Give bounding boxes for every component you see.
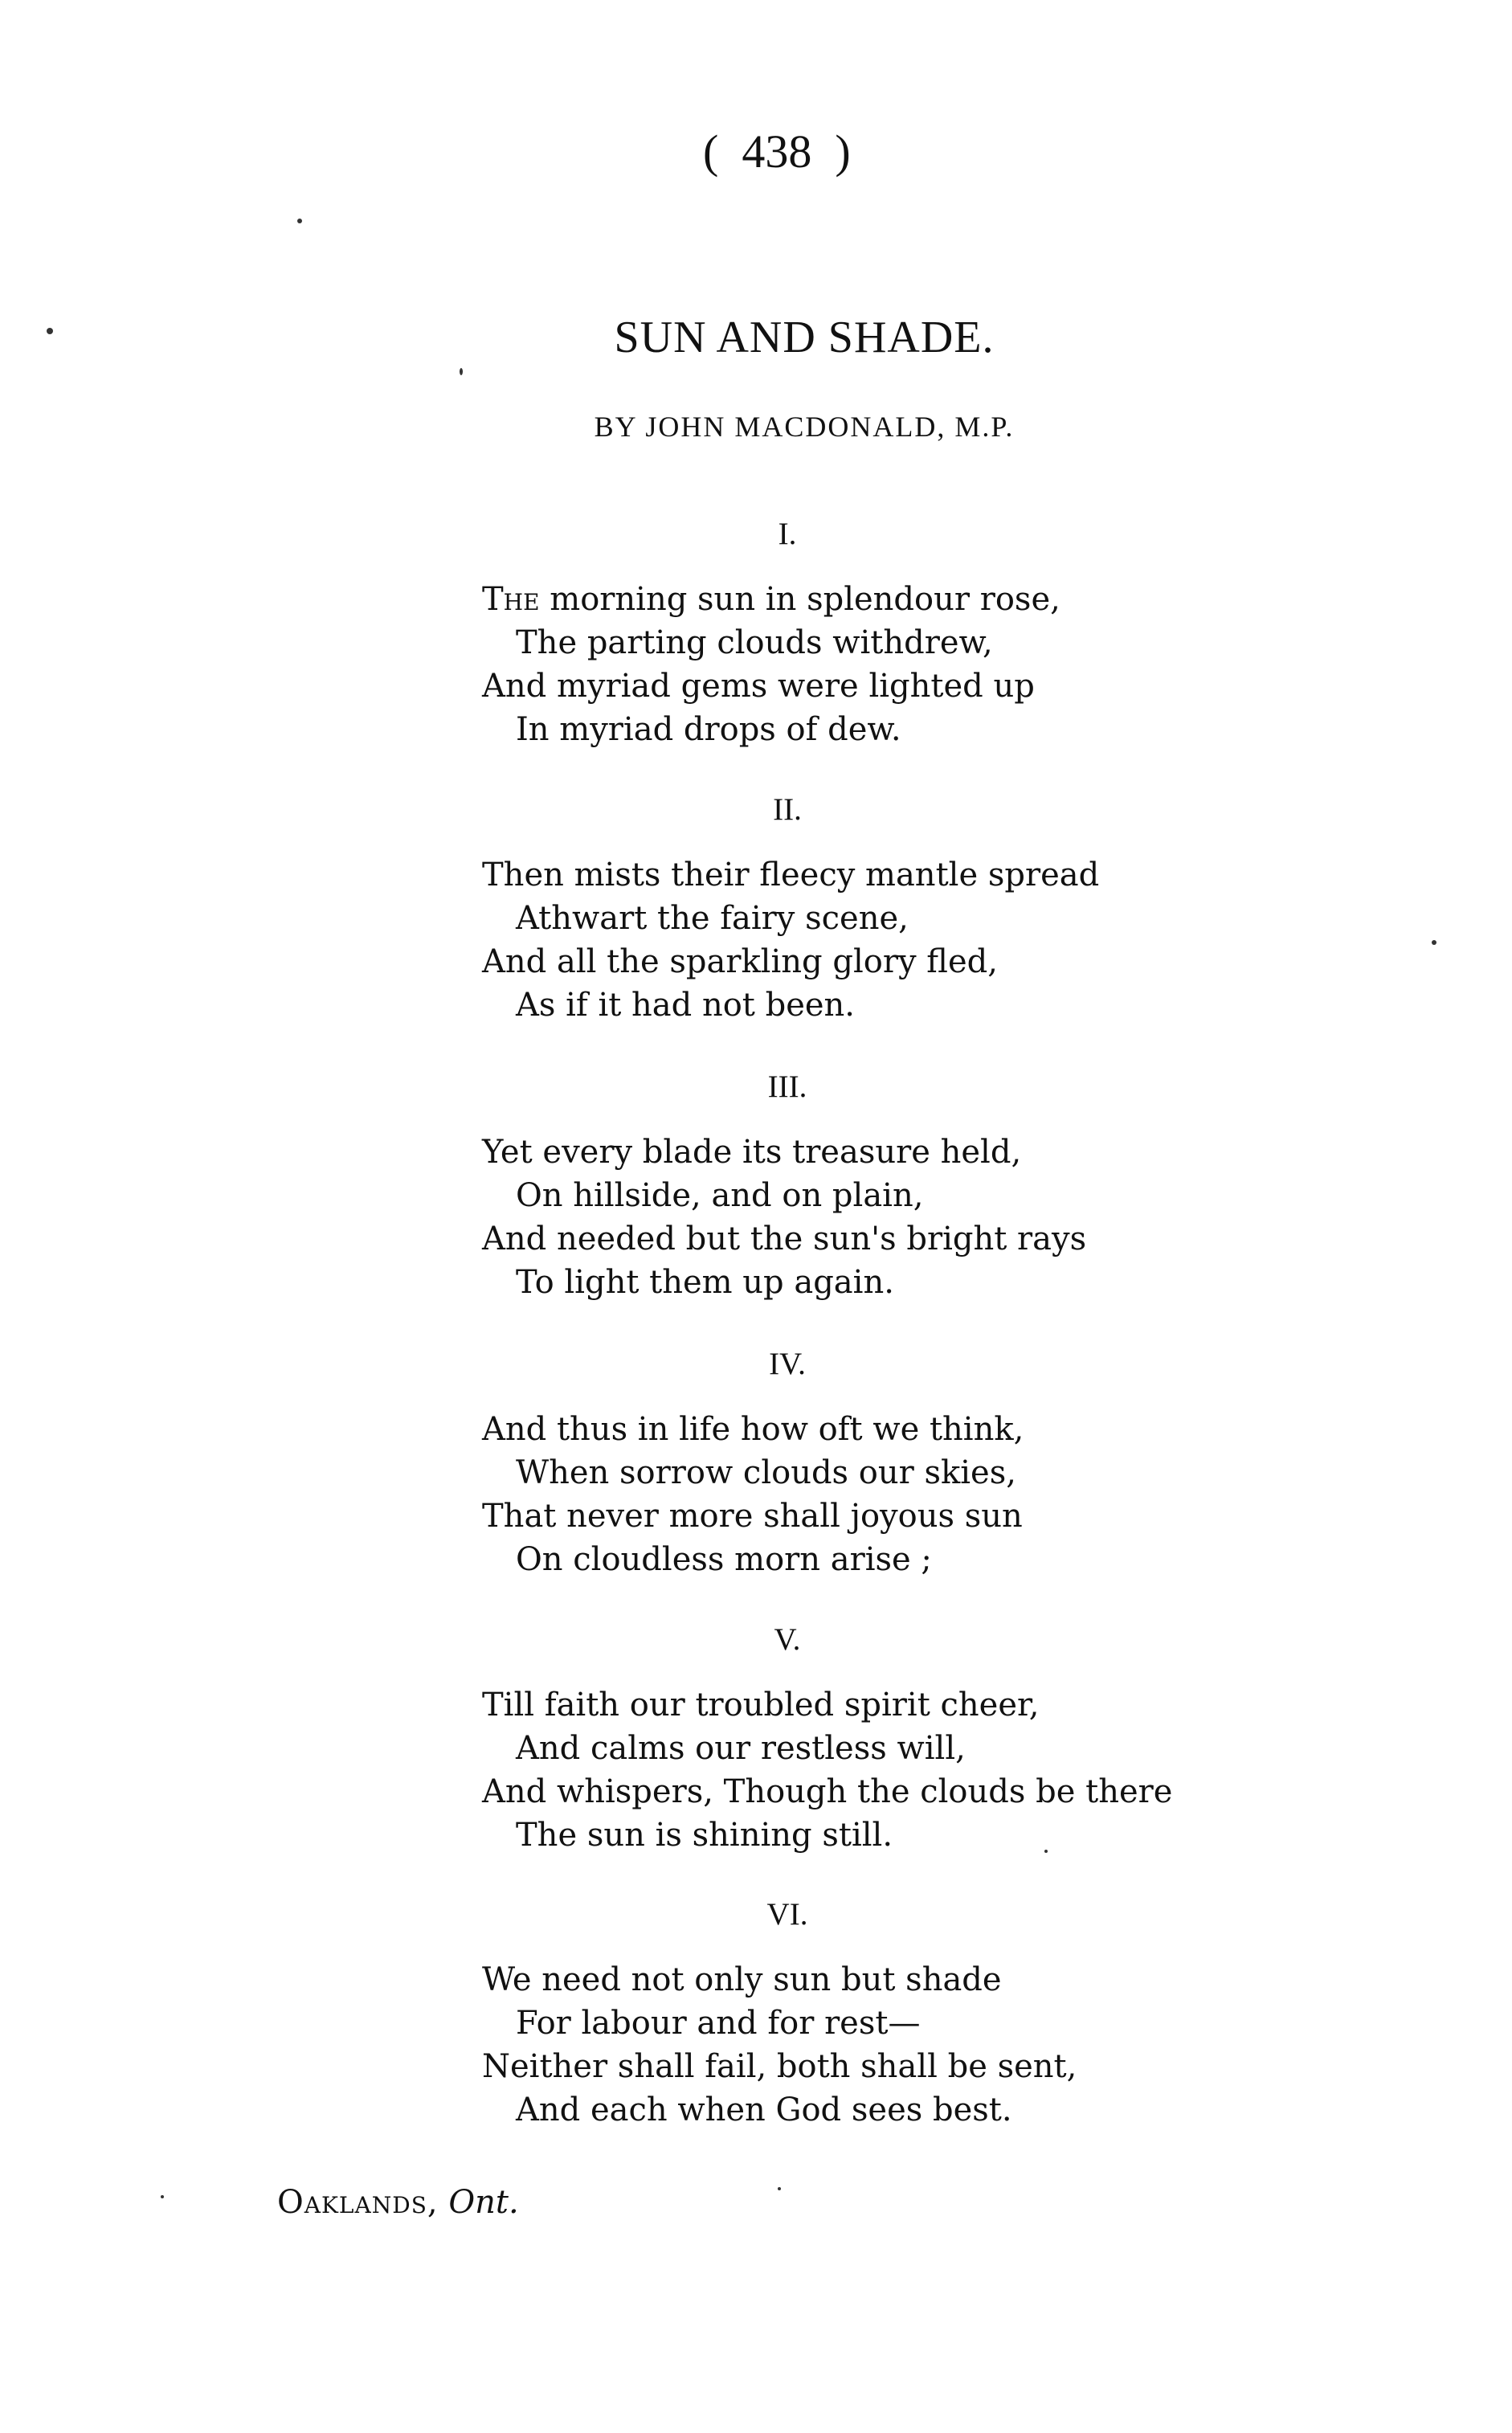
verse-line: That never more shall joyous sun — [482, 1498, 1023, 1535]
verse-line: In myriad drops of dew. — [516, 711, 901, 748]
stanza-3 — [482, 1069, 1245, 1304]
poem-title: SUN AND SHADE. — [614, 313, 995, 362]
stanza-numeral: IV. — [769, 1347, 806, 1381]
stanza-5 — [482, 1621, 1245, 1857]
verse-line: When sorrow clouds our skies, — [516, 1454, 1016, 1491]
stanza-numeral: VI. — [766, 1897, 808, 1932]
verse-line: And each when God sees best. — [516, 2092, 1012, 2128]
signoff-province: Ont. — [448, 2184, 519, 2221]
verse-line-rest: morning sun in splendour rose, — [539, 581, 1060, 618]
verse-line: And whispers, Though the clouds be there — [482, 1773, 1173, 1810]
scan-speck — [297, 219, 302, 223]
scan-speck — [161, 2195, 164, 2198]
verse-line: The sun is shining still. — [516, 1817, 893, 1854]
stanza-numeral: II. — [773, 792, 802, 827]
verse-line: To light them up again. — [516, 1264, 894, 1301]
page-number: ( 438 ) — [703, 125, 851, 178]
stanza-6 — [482, 1896, 1245, 2132]
verse-line: On cloudless morn arise ; — [516, 1541, 932, 1578]
verse-line: We need not only sun but shade — [482, 1961, 1002, 1998]
scan-speck — [1432, 940, 1436, 945]
stanza-numeral: V. — [774, 1622, 801, 1657]
verse-line: The parting clouds withdrew, — [516, 624, 993, 661]
stanza-numeral: III. — [767, 1069, 807, 1104]
verse-line: Then mists their fleecy mantle spread — [482, 857, 1100, 893]
initial-word: The — [482, 581, 540, 618]
verse-line: As if it had not been. — [516, 987, 856, 1024]
signoff — [277, 2184, 519, 2221]
verse-line: Athwart the fairy scene, — [516, 900, 909, 937]
verse-line — [482, 578, 1245, 621]
scan-speck — [778, 2187, 781, 2190]
verse-line: And myriad gems were lighted up — [482, 668, 1035, 705]
verse-line: Neither shall fail, both shall be sent, — [482, 2048, 1077, 2085]
scan-speck — [460, 368, 463, 375]
verse-line: Till faith our troubled spirit cheer, — [482, 1687, 1040, 1724]
verse-line: And calms our restless will, — [516, 1730, 966, 1767]
verse-line: And needed but the sun's bright rays — [482, 1221, 1087, 1257]
verse-line: And thus in life how oft we think, — [482, 1411, 1024, 1448]
stanza-2 — [482, 791, 1245, 1027]
verse-line: On hillside, and on plain, — [516, 1177, 924, 1214]
verse-line: For labour and for rest— — [516, 2005, 921, 2042]
verse-line: And all the sparkling glory fled, — [482, 943, 998, 980]
poem-byline: BY JOHN MACDONALD, M.P. — [594, 411, 1015, 443]
stanza-numeral: I. — [778, 517, 797, 551]
stanza-4 — [482, 1346, 1245, 1581]
signoff-place: Oaklands, — [277, 2184, 439, 2221]
verse-line: Yet every blade its treasure held, — [482, 1134, 1022, 1171]
stanza-1 — [482, 516, 1245, 751]
